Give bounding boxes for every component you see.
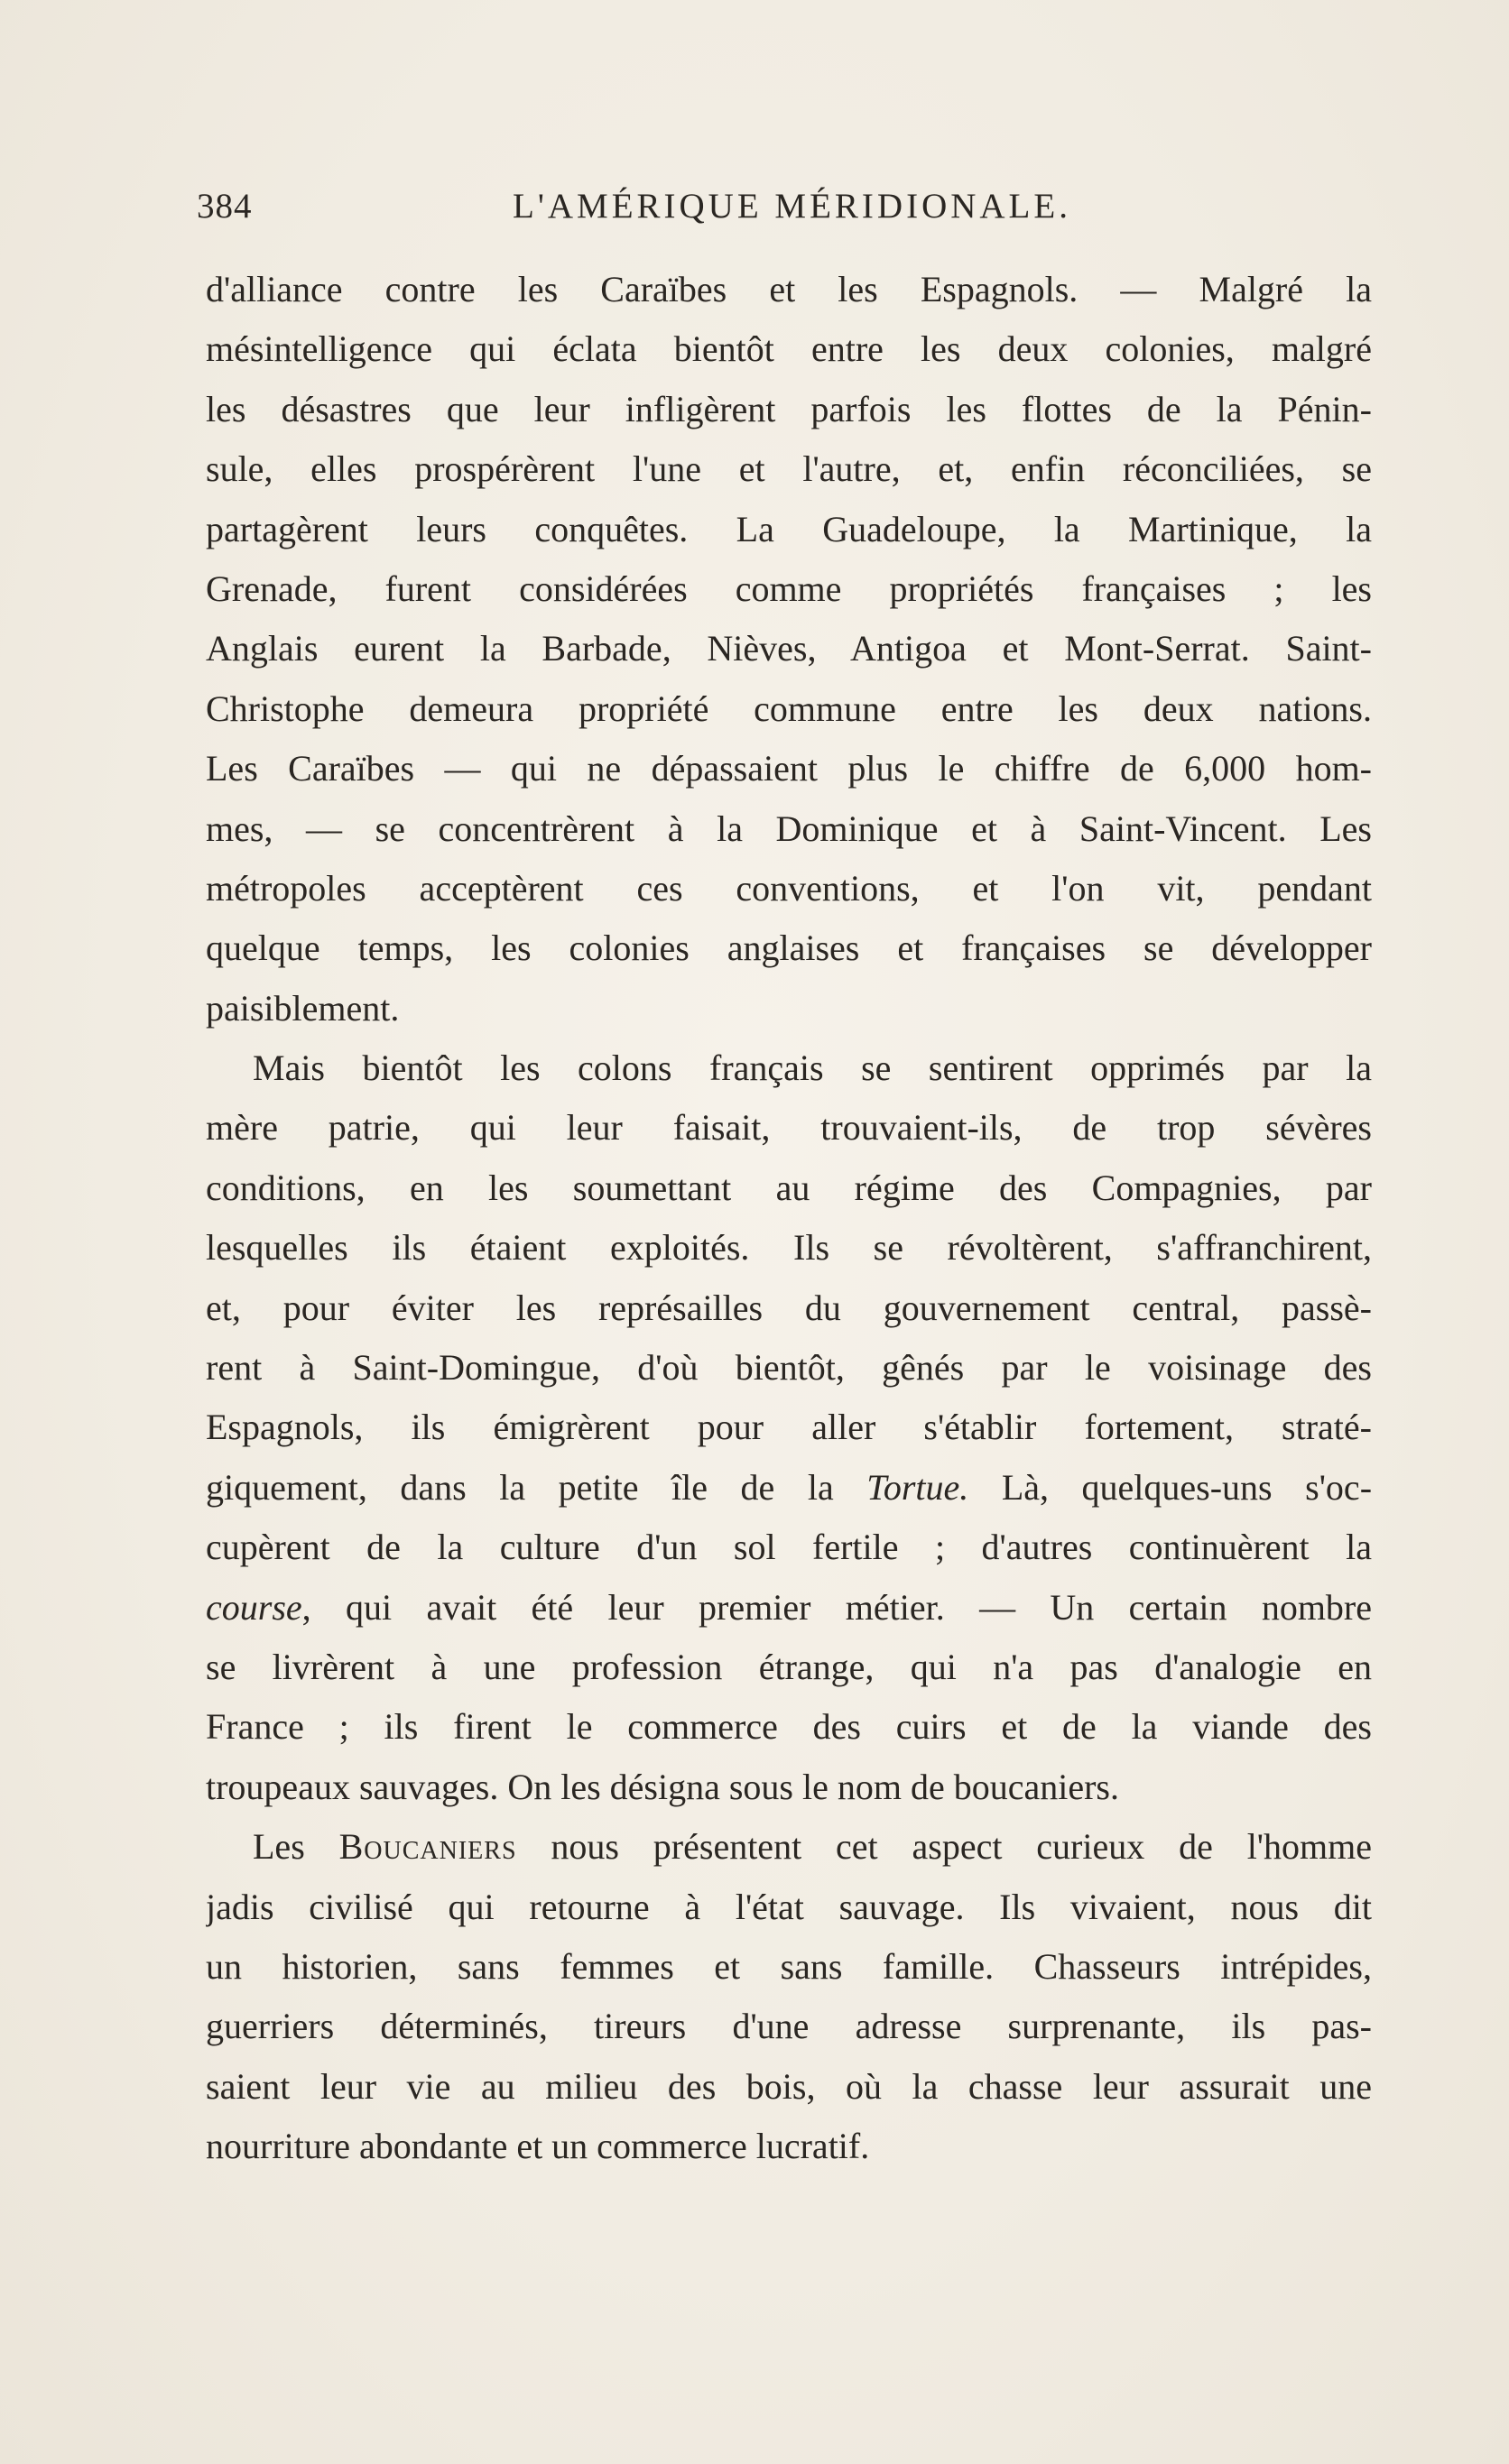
text-line: guerriers déterminés, tireurs d'une adresse surprenante, ils pas- (206, 2006, 1372, 2047)
text-segment: Les (253, 1826, 339, 1868)
text-line: Mais bientôt les colons français se sentirent opprimés par la (253, 1047, 1372, 1089)
text-line: lesquelles ils étaient exploités. Ils se révoltèrent, s'affranchirent, (206, 1227, 1372, 1269)
text-line: Les Caraïbes — qui ne dépassaient plus le chiffre de 6,000 hom- (206, 748, 1372, 789)
text-line: quelque temps, les colonies anglaises et françaises se développer (206, 927, 1372, 969)
page-number: 384 (197, 187, 253, 226)
text-line: partagèrent leurs conquêtes. La Guadeloupe, la Martinique, la (206, 508, 1372, 549)
text-line (206, 1817, 1372, 1877)
text-line: Espagnols, ils émigrèrent pour aller s'établir fortement, straté- (206, 1407, 1372, 1448)
text-line: Christophe demeura propriété commune entre les deux nations. (206, 688, 1372, 729)
body-text (206, 260, 1372, 2177)
text-segment: nous présentent cet aspect curieux de l'homme (516, 1826, 1372, 1868)
running-title: L'AMÉRIQUE MÉRIDIONALE. (513, 187, 1071, 226)
text-line: France ; ils firent le commerce des cuirs et de la viande des (206, 1706, 1372, 1748)
text-line (206, 1458, 1372, 1518)
text-line: les désastres que leur infligèrent parfois les flottes de la Pénin- (206, 388, 1372, 429)
smallcaps-term: Boucaniers (338, 1826, 517, 1868)
text-line: nourriture abondante et un commerce lucratif. (206, 2126, 870, 2167)
text-line: sule, elles prospérèrent l'une et l'autre, et, enfin réconciliées, se (206, 448, 1372, 490)
text-line: mésintelligence qui éclata bientôt entre les deux colonies, malgré (206, 328, 1372, 370)
text-line: mes, — se concentrèrent à la Dominique et à Saint-Vincent. Les (206, 807, 1372, 849)
text-line (206, 1578, 1372, 1638)
text-line: cupèrent de la culture d'un sol fertile ; d'autres continuèrent la (206, 1527, 1372, 1568)
text-line: se livrèrent à une profession étrange, qui n'a pas d'analogie en (206, 1646, 1372, 1687)
text-line: Anglais eurent la Barbade, Nièves, Antigoa et Mont-Serrat. Saint- (206, 628, 1372, 669)
text-line: conditions, en les soumettant au régime des Compagnies, par (206, 1167, 1372, 1208)
text-line: Grenade, furent considérées comme propriétés françaises ; les (206, 568, 1372, 609)
text-line: un historien, sans femmes et sans famille. Chasseurs intrépides, (206, 1945, 1372, 1987)
text-line: rent à Saint-Domingue, d'où bientôt, gênés par le voisinage des (206, 1347, 1372, 1389)
text-line: saient leur vie au milieu des bois, où la chasse leur assurait une (206, 2065, 1372, 2107)
text-line: paisiblement. (206, 987, 400, 1029)
text-line: jadis civilisé qui retourne à l'état sauvage. Ils vivaient, nous dit (206, 1886, 1372, 1927)
text-line: d'alliance contre les Caraïbes et les Espagnols. — Malgré la (206, 269, 1372, 309)
text-segment: giquement, dans la petite île de la (206, 1466, 867, 1508)
page-header (197, 186, 1280, 236)
text-line: métropoles acceptèrent ces conventions, et l'on vit, pendant (206, 867, 1372, 909)
text-line: troupeaux sauvages. On les désigna sous le nom de boucaniers. (206, 1766, 1119, 1807)
text-segment: , qui avait été leur premier métier. — Un certain nombre (301, 1586, 1372, 1628)
italic-place-name: Tortue. (866, 1466, 969, 1508)
italic-term: course (206, 1586, 302, 1628)
text-segment: Là, quelques-uns s'oc- (968, 1466, 1372, 1508)
text-line: mère patrie, qui leur faisait, trouvaient-ils, de trop sévères (206, 1107, 1372, 1149)
text-line: et, pour éviter les représailles du gouvernement central, passè- (206, 1287, 1372, 1328)
